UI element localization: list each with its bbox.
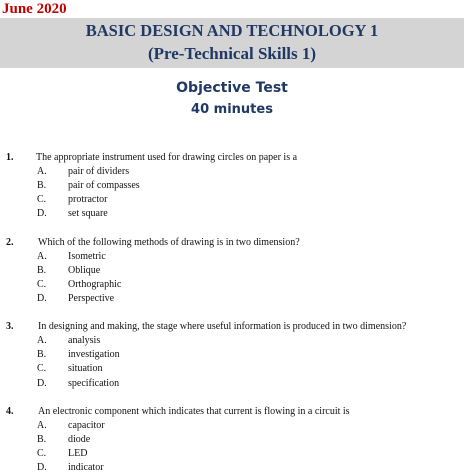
question-number: 4.: [6, 406, 14, 417]
option-text: capacitor: [68, 420, 105, 431]
option-text: set square: [68, 208, 108, 219]
option-letter: C.: [37, 448, 47, 459]
exam-date: June 2020: [2, 1, 67, 17]
option-letter: D.: [37, 293, 47, 304]
option-text: specification: [68, 378, 120, 389]
option-text: diode: [68, 434, 91, 445]
option-letter: C.: [37, 363, 47, 374]
option-text: Isometric: [68, 251, 106, 262]
question-number: 3.: [6, 321, 14, 332]
option-letter: B.: [37, 434, 47, 445]
option-letter: B.: [37, 265, 47, 276]
question-number: 2.: [6, 237, 14, 248]
option-letter: D.: [37, 208, 47, 219]
question-text: In designing and making, the stage where useful information is produced in two dimension?: [38, 321, 407, 332]
option-text: pair of compasses: [68, 180, 140, 191]
option-text: Orthographic: [68, 279, 122, 290]
option-letter: C.: [37, 194, 47, 205]
question-text: The appropriate instrument used for drawing circles on paper is a: [36, 152, 298, 163]
option-letter: A.: [37, 166, 47, 177]
option-letter: D.: [37, 378, 47, 389]
duration-heading: 40 minutes: [191, 102, 273, 117]
subject-subtitle: (Pre-Technical Skills 1): [147, 44, 317, 63]
option-text: Oblique: [68, 265, 101, 276]
option-text: indicator: [68, 462, 104, 473]
test-type-heading: Objective Test: [176, 80, 288, 96]
option-letter: A.: [37, 251, 47, 262]
option-text: LED: [68, 448, 88, 459]
option-text: pair of dividers: [68, 166, 130, 177]
subject-title: BASIC DESIGN AND TECHNOLOGY 1: [85, 21, 379, 40]
option-text: analysis: [68, 335, 101, 346]
question-text: An electronic component which indicates that current is flowing in a circuit is: [38, 406, 350, 417]
option-letter: B.: [37, 349, 47, 360]
title-banner: [0, 18, 464, 68]
option-text: investigation: [68, 349, 120, 360]
option-letter: C.: [37, 279, 47, 290]
option-text: protractor: [68, 194, 108, 205]
question-text: Which of the following methods of drawing is in two dimension?: [38, 237, 300, 248]
option-text: Perspective: [68, 293, 115, 304]
option-letter: B.: [37, 180, 47, 191]
question-number: 1.: [6, 152, 14, 163]
option-letter: A.: [37, 420, 47, 431]
option-text: situation: [68, 363, 103, 374]
option-letter: A.: [37, 335, 47, 346]
option-letter: D.: [37, 462, 47, 473]
